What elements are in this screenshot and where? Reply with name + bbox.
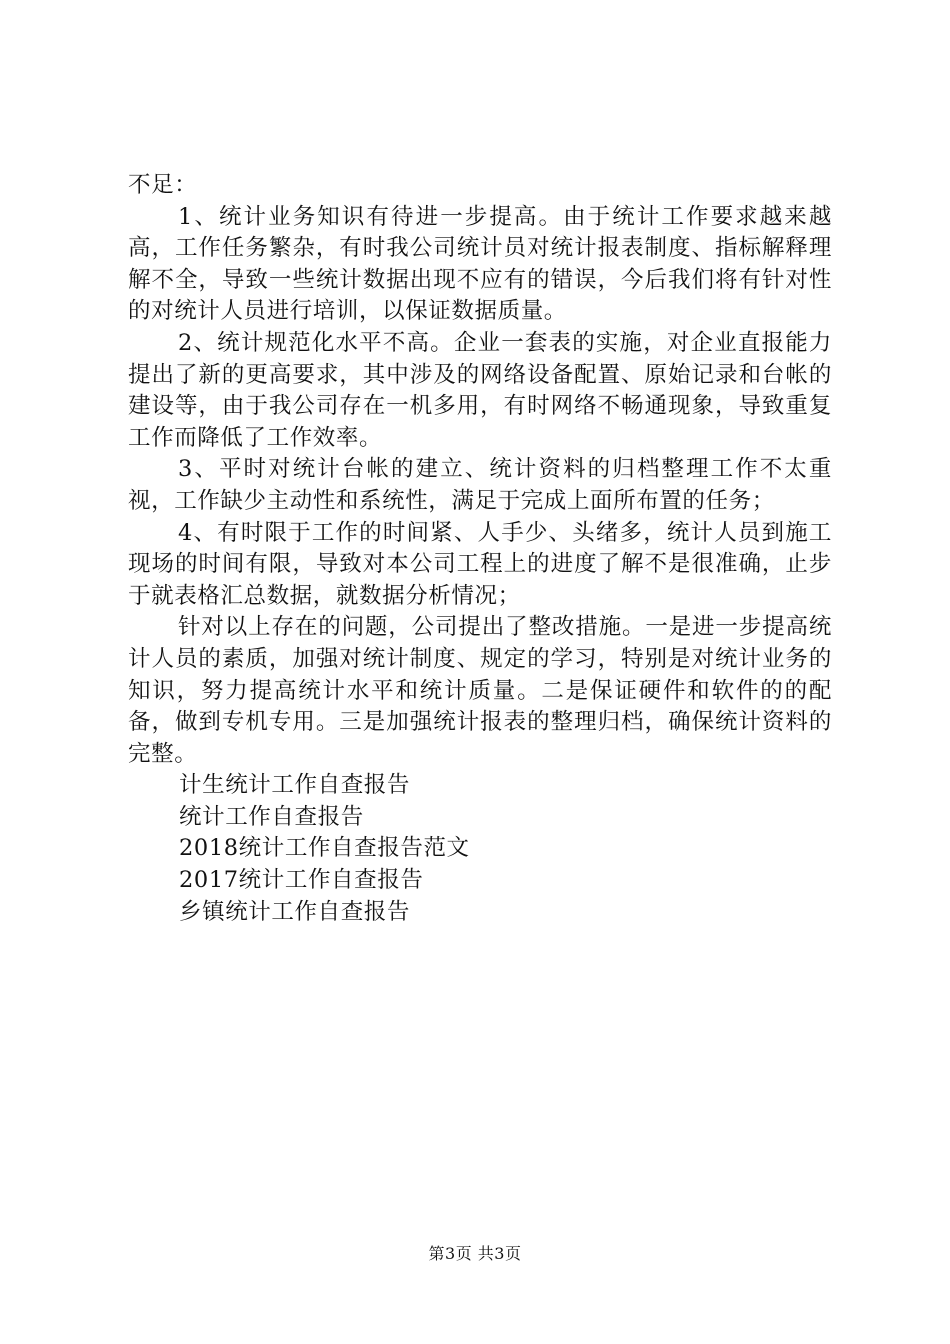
paragraph-2: 2、统计规范化水平不高。企业一套表的实施，对企业直报能力提出了新的更高要求，其中涉及的网络设备配置、原始记录和台帐的建设等，由于我公司存在一机多用，有时网络不畅通现象，导致重复工作而降低了工作效率。 bbox=[128, 329, 832, 451]
paragraph-3: 3、平时对统计台帐的建立、统计资料的归档整理工作不太重视，工作缺少主动性和系统性，满足于完成上面所布置的任务； bbox=[128, 456, 832, 514]
document-body bbox=[128, 170, 832, 928]
related-title-item: 计生统计工作自查报告 bbox=[179, 772, 411, 799]
related-title-item: 统计工作自查报告 bbox=[179, 803, 364, 830]
related-title-item: 2018统计工作自查报告范文 bbox=[179, 835, 470, 862]
section-heading: 不足： bbox=[128, 172, 198, 198]
paragraph-1: 1、统计业务知识有待进一步提高。由于统计工作要求越来越高，工作任务繁杂，有时我公司统计员对统计报表制度、指标解释理解不全，导致一些统计数据出现不应有的错误，今后我们将有针对性的对统计人员进行培训，以保证数据质量。 bbox=[128, 203, 832, 325]
paragraph-4: 4、有时限于工作的时间紧、人手少、头绪多，统计人员到施工现场的时间有限，导致对本公司工程上的进度了解不是很准确，止步于就表格汇总数据，就数据分析情况； bbox=[128, 519, 832, 609]
related-titles-list bbox=[128, 770, 832, 928]
page-footer: 第3页 共3页 bbox=[428, 1244, 522, 1263]
related-title-item: 2017统计工作自查报告 bbox=[179, 867, 424, 894]
paragraph-5: 针对以上存在的问题，公司提出了整改措施。一是进一步提高统计人员的素质，加强对统计制度、规定的学习，特别是对统计业务的知识，努力提高统计水平和统计质量。二是保证硬件和软件的的配备，做到专机专用。三是加强统计报表的整理归档，确保统计资料的完整。 bbox=[128, 614, 832, 767]
related-title-item: 乡镇统计工作自查报告 bbox=[179, 898, 411, 925]
